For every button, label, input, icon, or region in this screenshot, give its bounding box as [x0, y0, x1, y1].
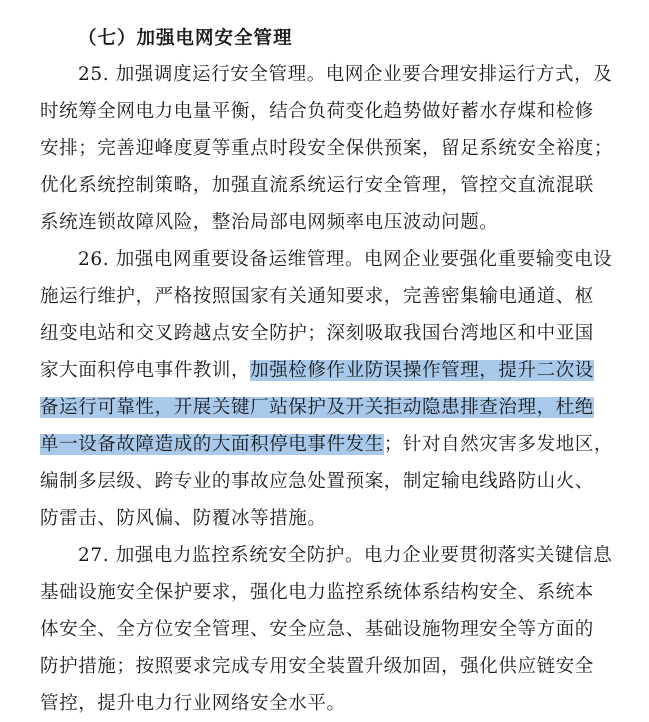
highlighted-text: 加强检修作业防误操作管理，提升二次设 — [250, 360, 594, 381]
text-segment: 防护措施；按照要求完成专用安全装置升级加固，强化供应链安全 — [40, 656, 594, 677]
text-line — [40, 278, 609, 315]
text-segment: 管控，提升电力行业网络安全水平。 — [40, 693, 346, 714]
text-line — [40, 500, 609, 537]
text-line — [40, 167, 609, 204]
text-line — [40, 93, 609, 130]
text-segment: 防雷击、防风偏、防覆冰等措施。 — [40, 508, 327, 529]
document-body — [40, 56, 614, 722]
paragraph-3 — [40, 537, 613, 722]
text-line — [40, 537, 613, 574]
text-line — [40, 315, 609, 352]
text-line — [40, 241, 613, 278]
text-segment: 优化系统控制策略，加强直流系统运行安全管理，管控交直流混联 — [40, 175, 594, 196]
text-segment: 家大面积停电事件教训， — [40, 360, 251, 381]
text-segment: 26. 加强电网重要设备运维管理。电网企业要强化重要输变电设 — [78, 249, 613, 270]
text-line — [40, 685, 609, 722]
text-segment: 27. 加强电力监控系统安全防护。电力企业要贯彻落实关键信息 — [78, 545, 613, 566]
text-segment: 时统筹全网电力电量平衡，结合负荷变化趋势做好蓄水存煤和检修 — [40, 101, 594, 122]
text-segment: ；针对自然灾害多发地区， — [383, 434, 614, 455]
text-line — [40, 389, 609, 426]
text-line — [40, 574, 609, 611]
paragraph-2 — [40, 241, 614, 537]
text-line — [40, 352, 609, 389]
text-line — [40, 648, 609, 685]
text-line — [40, 56, 613, 93]
text-segment: 编制多层级、跨专业的事故应急处置预案，制定输电线路防山火、 — [40, 471, 594, 492]
text-segment: 纽变电站和交叉跨越点安全防护；深刻吸取我国台湾地区和中亚国 — [40, 323, 594, 344]
text-line — [40, 204, 609, 241]
highlighted-text: 备运行可靠性，开展关键厂站保护及开关拒动隐患排查治理，杜绝 — [40, 397, 594, 418]
text-line — [40, 463, 609, 500]
text-line — [40, 426, 614, 463]
section-heading: （七）加强电网安全管理 — [78, 28, 293, 49]
highlighted-text: 单一设备故障造成的大面积停电事件发生 — [40, 434, 384, 455]
paragraph-1 — [40, 56, 614, 241]
text-segment: 25. 加强调度运行安全管理。电网企业要合理安排运行方式，及 — [78, 64, 613, 85]
text-segment: 体安全、全方位安全管理、安全应急、基础设施物理安全等方面的 — [40, 619, 594, 640]
text-line — [40, 130, 614, 167]
text-segment: 系统连锁故障风险，整治局部电网频率电压波动问题。 — [40, 212, 499, 233]
text-segment: 施运行维护，严格按照国家有关通知要求，完善密集输电通道、枢 — [40, 286, 594, 307]
text-segment: 基础设施安全保护要求，强化电力监控系统体系结构安全、系统本 — [40, 582, 594, 603]
text-segment: 安排；完善迎峰度夏等重点时段安全保供预案，留足系统安全裕度； — [40, 138, 614, 159]
text-line — [40, 611, 609, 648]
